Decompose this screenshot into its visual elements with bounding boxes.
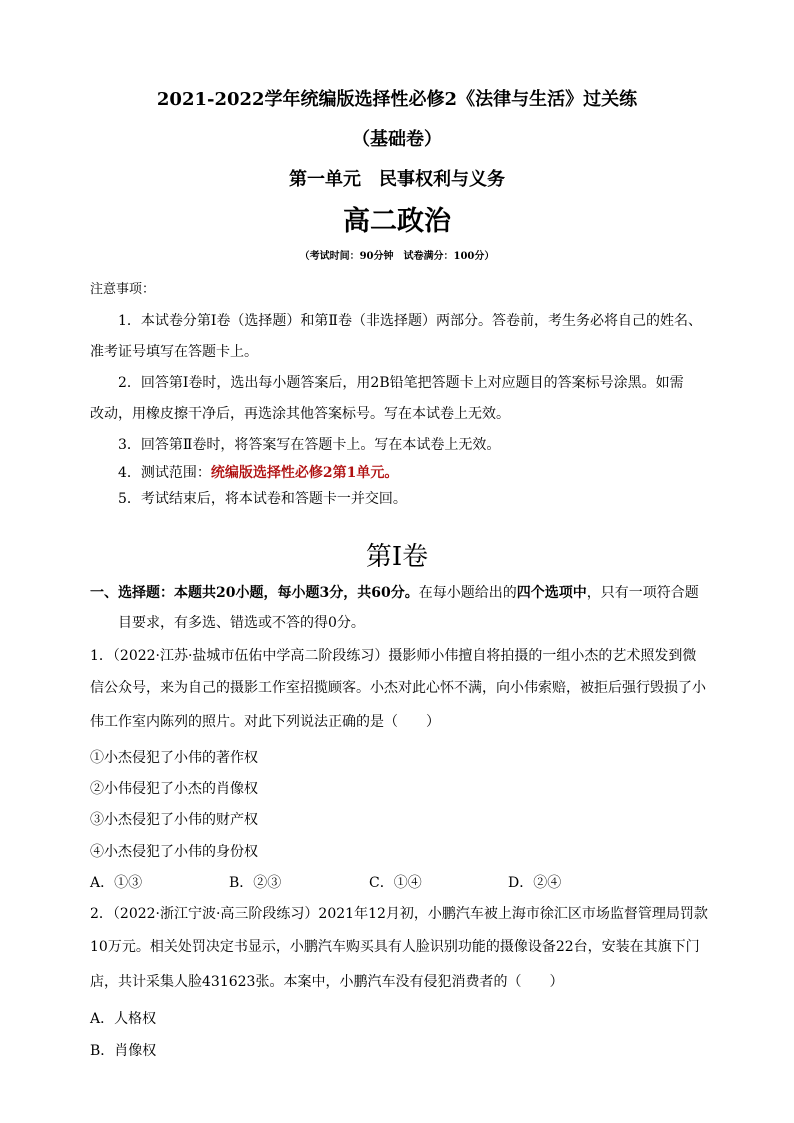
notice-item-5: 5．考试结束后，将本试卷和答题卡一并交回。 [118,491,407,507]
section-label: 一、选择题： [90,585,174,601]
q2-stem-line-3: 店，共计采集人脸431623张。本案中，小鹏汽车没有侵犯消费者的（ ） [90,974,564,990]
q2-option-b: B．肖像权 [90,1043,157,1059]
q1-statement: ④小杰侵犯了小伟的身份权 [90,844,258,860]
notice-item-4-prefix: 4．测试范围： [118,465,211,481]
subject-title: 高二政治 [343,206,451,237]
q1-statement: ②小伟侵犯了小杰的肖像权 [90,781,258,797]
q1-stem-line-1: 1．（2022·江苏·盐城市伍佑中学高二阶段练习）摄影师小伟擅自将拍摄的一组小杰的艺术照发到微 [90,648,697,664]
q1-option-c: C．①④ [369,875,422,891]
q2-option-a: A．人格权 [90,1011,157,1027]
exam-subtitle: （基础卷） [352,129,442,150]
section-rule-c: ，只有一项符合题 [586,585,699,601]
notice-item-1-line-2: 准考证号填写在答题卡上。 [90,344,258,360]
test-scope: 统编版选择性必修2第1单元。 [210,465,399,481]
unit-title: 第一单元 民事权利与义务 [289,169,505,190]
section-rule-b: 四个选项中 [516,585,587,601]
q2-stem-line-2: 10万元。相关处罚决定书显示，小鹏汽车购买具有人脸识别功能的摄像设备22台，安装在其旗下门 [90,939,700,955]
section-heading-line-1 [90,583,699,603]
q1-stem-line-3: 伟工作室内陈列的照片。对此下列说法正确的是（ ） [90,714,440,730]
q1-option-d: D．②④ [508,875,562,891]
section-heading-line-2: 目要求，有多选、错选或不答的得0分。 [118,615,365,631]
notice-item-2-line-1: 2．回答第Ⅰ卷时，选出每小题答案后，用2B铅笔把答题卡上对应题目的答案标号涂黑。如需 [118,375,684,391]
q1-option-a: A．①③ [90,875,143,891]
notice-item-1-line-1: 1．本试卷分第Ⅰ卷（选择题）和第Ⅱ卷（非选择题）两部分。答卷前，考生务必将自己的姓名、 [118,313,702,329]
q1-stem-line-2: 信公众号，来为自己的摄影工作室招揽顾客。小杰对此心怀不满，向小伟索赔，被拒后强行毁损了小 [90,680,706,696]
section-rule-a: 在每小题给出的 [418,585,517,601]
section-score-rule: 本题共20小题，每小题3分，共60分。 [174,585,419,601]
notice-item-4 [118,463,398,483]
q1-statement: ③小杰侵犯了小伟的财产权 [90,812,258,828]
notice-heading: 注意事项： [90,282,156,297]
notice-item-2-line-2: 改动，用橡皮擦干净后，再选涂其他答案标号。写在本试卷上无效。 [90,406,510,422]
exam-meta: （考试时间：90分钟 试卷满分：100分） [299,251,495,262]
q1-option-b: B．②③ [229,875,282,891]
volume-title: 第Ⅰ卷 [365,542,429,572]
notice-item-3: 3．回答第Ⅱ卷时，将答案写在答题卡上。写在本试卷上无效。 [118,437,501,453]
q2-stem-line-1: 2．（2022·浙江宁波·高三阶段练习）2021年12月初，小鹏汽车被上海市徐汇区市场监督管理局罚款 [90,906,708,922]
q1-statement: ①小杰侵犯了小伟的著作权 [90,750,258,766]
exam-title: 2021-2022学年统编版选择性必修2《法律与生活》过关练 [156,89,638,110]
